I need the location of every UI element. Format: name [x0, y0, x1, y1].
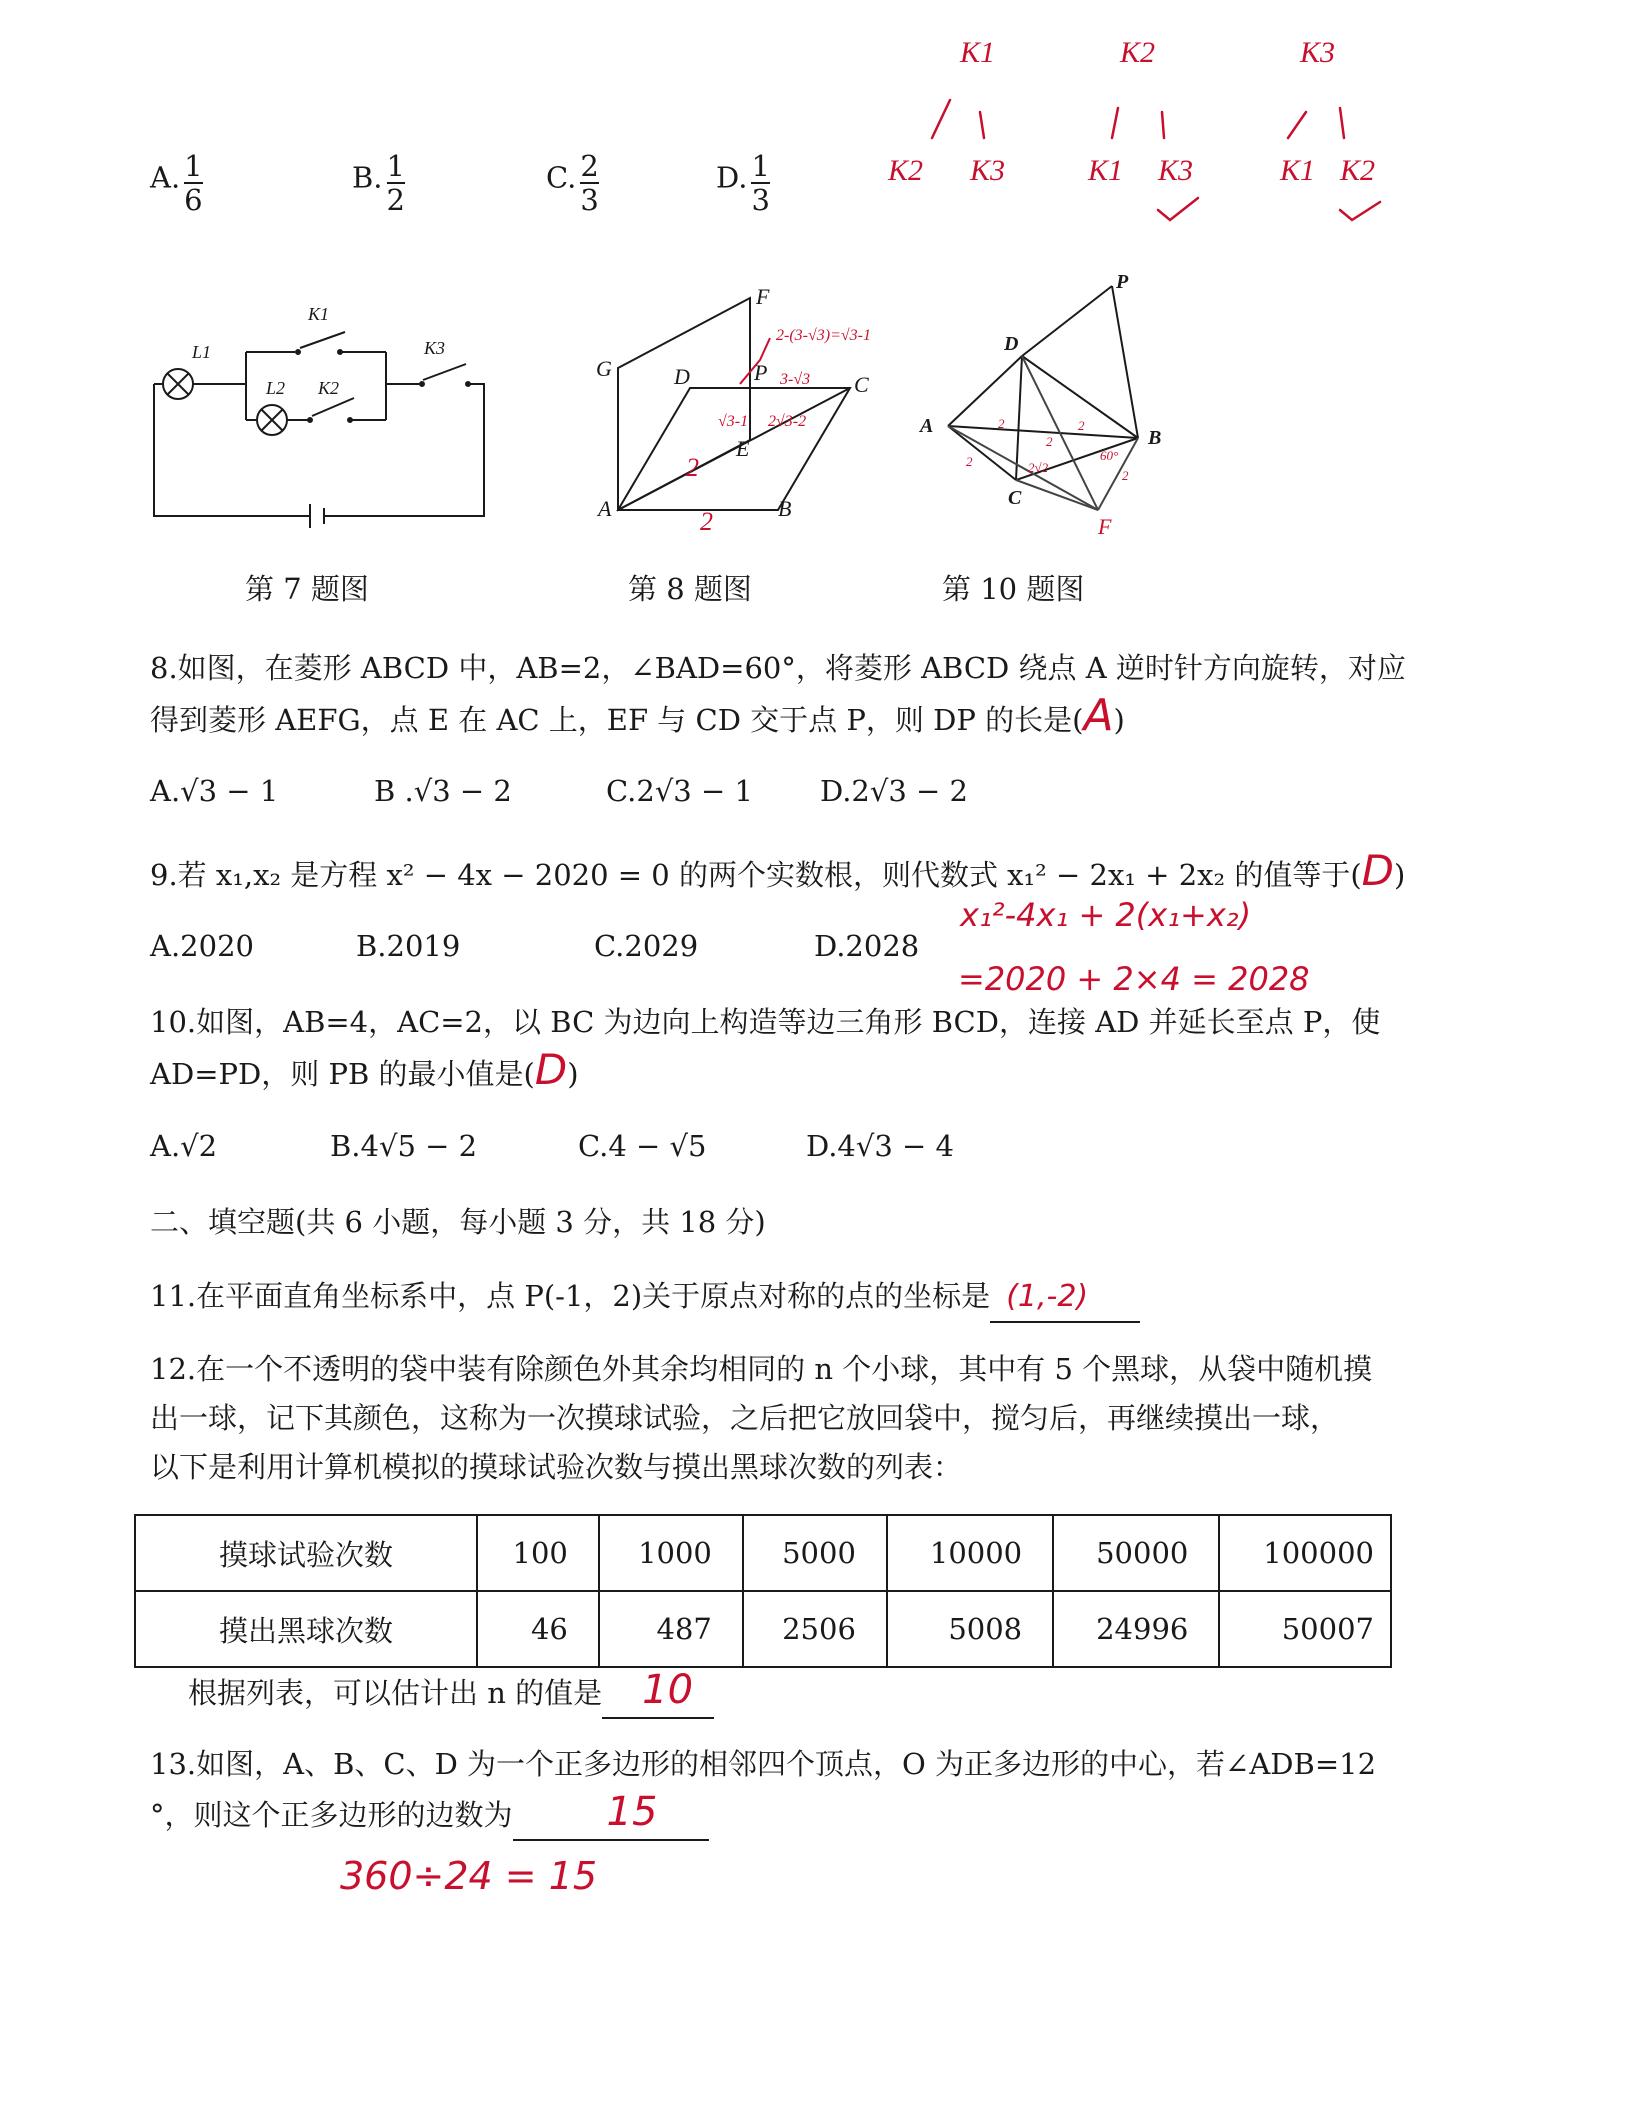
tree-head-k3: K3: [1300, 36, 1336, 69]
q12-answer-line: [188, 1666, 714, 1719]
q8-option-d: D.2√3 − 2: [820, 774, 969, 808]
q12-data-table: [134, 1514, 1392, 1668]
note-ec: 2√3-2: [768, 413, 807, 430]
numerator: 1: [386, 149, 405, 183]
note-pc: 3-√3: [780, 371, 811, 388]
label-k2: K2: [318, 378, 340, 398]
label-k3: K3: [424, 338, 446, 358]
label-p: P: [754, 360, 768, 385]
label-d: D: [674, 364, 690, 389]
tree-leaf: K1: [1088, 154, 1124, 187]
q12-stem-line3: 以下是利用计算机模拟的摸球试验次数与摸出黑球次数的列表：: [150, 1450, 963, 1484]
table-cell: 2506: [743, 1591, 887, 1667]
figure-8-rhombus-diagram: [590, 280, 910, 540]
note: 2: [998, 416, 1005, 431]
q10-stem-line2: [150, 1046, 579, 1098]
tree-leaf: K2: [888, 154, 924, 187]
table-cell: 5000: [743, 1515, 887, 1591]
q8-close-paren: ): [1113, 703, 1125, 737]
option-label: D.: [716, 160, 748, 195]
tree-leaf: K2: [1340, 154, 1376, 187]
q7-option-d: [716, 150, 770, 216]
check-mark-icon: [1340, 202, 1380, 220]
q8-stem-line1: 8.如图，在菱形 ABCD 中，AB=2，∠BAD=60°，将菱形 ABCD 绕点 A 逆时针方向旋转，对应: [150, 651, 1406, 685]
label-b: B: [1148, 427, 1162, 449]
figure-10-caption: 第 10 题图: [942, 572, 1085, 606]
label-f: F: [756, 284, 770, 309]
figure-8-caption: 第 8 题图: [628, 572, 752, 606]
figure-10-triangle-diagram: [910, 270, 1170, 550]
table-cell: 1000: [599, 1515, 743, 1591]
q9-handwritten-answer: D: [1361, 846, 1395, 895]
check-mark-icon: [1158, 198, 1198, 220]
table-cell: 487: [599, 1591, 743, 1667]
q10-close-paren: ): [567, 1057, 579, 1091]
table-row: [135, 1515, 1391, 1591]
q10-stem-line1: 10.如图，AB=4，AC=2，以 BC 为边向上构造等边三角形 BCD，连接 AD 并延长至点 P，使: [150, 1005, 1381, 1039]
label-k1: K1: [308, 304, 330, 324]
q9-stem: [150, 847, 1405, 899]
q13-handwritten-answer: 15: [606, 1789, 658, 1835]
option-label: C.: [546, 160, 577, 195]
note: 2: [1046, 434, 1053, 449]
note: 60°: [1100, 448, 1119, 463]
fraction: [387, 150, 405, 216]
q11-answer-blank: [990, 1272, 1140, 1323]
q12-stem-line2: 出一球，记下其颜色，这称为一次摸球试验，之后把它放回袋中，搅匀后，再继续摸出一球，: [150, 1401, 1340, 1435]
label-c: C: [1008, 487, 1022, 509]
handwritten-tree-diagram: [880, 20, 1400, 240]
tree-head-k2: K2: [1120, 36, 1156, 69]
denominator: 3: [580, 183, 599, 217]
label-b: B: [778, 496, 792, 521]
fraction: [184, 150, 202, 216]
q9-handwritten-work-2: =2020 + 2×4 = 2028: [958, 960, 1310, 998]
q13-stem-line1: 13.如图，A、B、C、D 为一个正多边形的相邻四个顶点，O 为正多边形的中心，若∠ADB=12: [150, 1747, 1377, 1781]
q13-stem-line2: [150, 1788, 709, 1841]
q9-option-d: D.2028: [814, 929, 920, 963]
q8-stem-line2: [150, 692, 1125, 744]
q8-option-c: C.2√3 − 1: [606, 774, 753, 808]
note-ae: 2: [686, 453, 699, 482]
q11-text: 11.在平面直角坐标系中，点 P(-1，2)关于原点对称的点的坐标是: [150, 1279, 991, 1313]
label-g: G: [596, 356, 612, 381]
q13-stem-text: °，则这个正多边形的边数为: [150, 1798, 513, 1832]
fraction: [580, 150, 598, 216]
table-cell: 50000: [1053, 1515, 1219, 1591]
denominator: 2: [386, 183, 405, 217]
q8-option-b: B .√3 − 2: [374, 774, 512, 808]
q12-answer-blank: [602, 1666, 714, 1719]
option-label: A.: [150, 160, 181, 195]
table-cell: 24996: [1053, 1591, 1219, 1667]
section-2-heading: 二、填空题(共 6 小题，每小题 3 分，共 18 分): [150, 1205, 766, 1239]
label-p: P: [1116, 271, 1129, 293]
label-c: C: [854, 372, 869, 397]
tree-leaf: K3: [970, 154, 1006, 187]
q12-stem-line1: 12.在一个不透明的袋中装有除颜色外其余均相同的 n 个小球，其中有 5 个黑球，从袋中随机摸: [150, 1352, 1373, 1386]
q11: [150, 1272, 1140, 1323]
q9-option-b: B.2019: [356, 929, 461, 963]
note: 2: [1078, 418, 1085, 433]
numerator: 1: [184, 149, 203, 183]
q10-option-d: D.4√3 − 4: [806, 1129, 955, 1163]
q12-handwritten-answer: 10: [642, 1667, 694, 1713]
label-a: A: [598, 496, 612, 521]
q7-options: [150, 150, 850, 240]
note: 2√2: [1028, 460, 1049, 475]
q13-handwritten-work: 360÷24 = 15: [340, 1854, 598, 1898]
figure-7-caption: 第 7 题图: [245, 572, 369, 606]
table-cell: 50007: [1219, 1591, 1391, 1667]
note: 2: [966, 454, 973, 469]
option-label: B.: [352, 160, 383, 195]
q13-answer-blank: [513, 1788, 709, 1841]
note-ab: 2: [700, 507, 713, 536]
q8-option-a: A.√3 − 1: [150, 774, 279, 808]
label-d: D: [1004, 333, 1019, 355]
q11-handwritten-answer: (1,-2): [1006, 1279, 1089, 1314]
table-cell: 100000: [1219, 1515, 1391, 1591]
q8-handwritten-answer: A: [1083, 690, 1114, 741]
q9-option-c: C.2029: [594, 929, 699, 963]
q7-option-c: [546, 150, 599, 216]
q12-after-text: 根据列表，可以估计出 n 的值是: [188, 1676, 603, 1710]
table-cell: 46: [477, 1591, 599, 1667]
label-l2: L2: [266, 378, 286, 398]
tree-leaf: K3: [1158, 154, 1194, 187]
note-dp: 2-(3-√3)=√3-1: [776, 327, 871, 344]
label-l1: L1: [192, 342, 212, 362]
table-row-header: 摸出黑球次数: [135, 1591, 477, 1667]
table-cell: 5008: [887, 1591, 1053, 1667]
numerator: 1: [751, 149, 770, 183]
table-row: [135, 1591, 1391, 1667]
label-a: A: [920, 415, 934, 437]
q9-stem-text: 9.若 x₁,x₂ 是方程 x² − 4x − 2020 = 0 的两个实数根，则代数式 x₁² − 2x₁ + 2x₂ 的值等于(: [150, 858, 1362, 892]
label-f: F: [1098, 514, 1112, 539]
q10-option-b: B.4√5 − 2: [330, 1129, 478, 1163]
q10-option-c: C.4 − √5: [578, 1129, 707, 1163]
fraction: [751, 150, 769, 216]
table-cell: 10000: [887, 1515, 1053, 1591]
figure-7-circuit-diagram: [140, 290, 500, 530]
q9-option-a: A.2020: [150, 929, 254, 963]
q7-option-a: [150, 150, 203, 216]
numerator: 2: [580, 149, 599, 183]
label-e: E: [736, 436, 750, 461]
q10-stem-text: AD=PD，则 PB 的最小值是(: [150, 1057, 535, 1091]
table-row-header: 摸球试验次数: [135, 1515, 477, 1591]
note-pe: √3-1: [718, 413, 749, 430]
note: 2: [1122, 468, 1129, 483]
q9-close-paren: ): [1394, 858, 1406, 892]
denominator: 6: [184, 183, 203, 217]
q7-option-b: [352, 150, 405, 216]
q10-handwritten-answer: D: [534, 1045, 568, 1094]
q9-handwritten-work-1: x₁²-4x₁ + 2(x₁+x₂): [960, 896, 1252, 934]
denominator: 3: [751, 183, 770, 217]
table-cell: 100: [477, 1515, 599, 1591]
tree-leaf: K1: [1280, 154, 1316, 187]
tree-head-k1: K1: [960, 36, 996, 69]
q10-option-a: A.√2: [150, 1129, 218, 1163]
q8-stem-text: 得到菱形 AEFG，点 E 在 AC 上，EF 与 CD 交于点 P，则 DP 的长是(: [150, 703, 1084, 737]
